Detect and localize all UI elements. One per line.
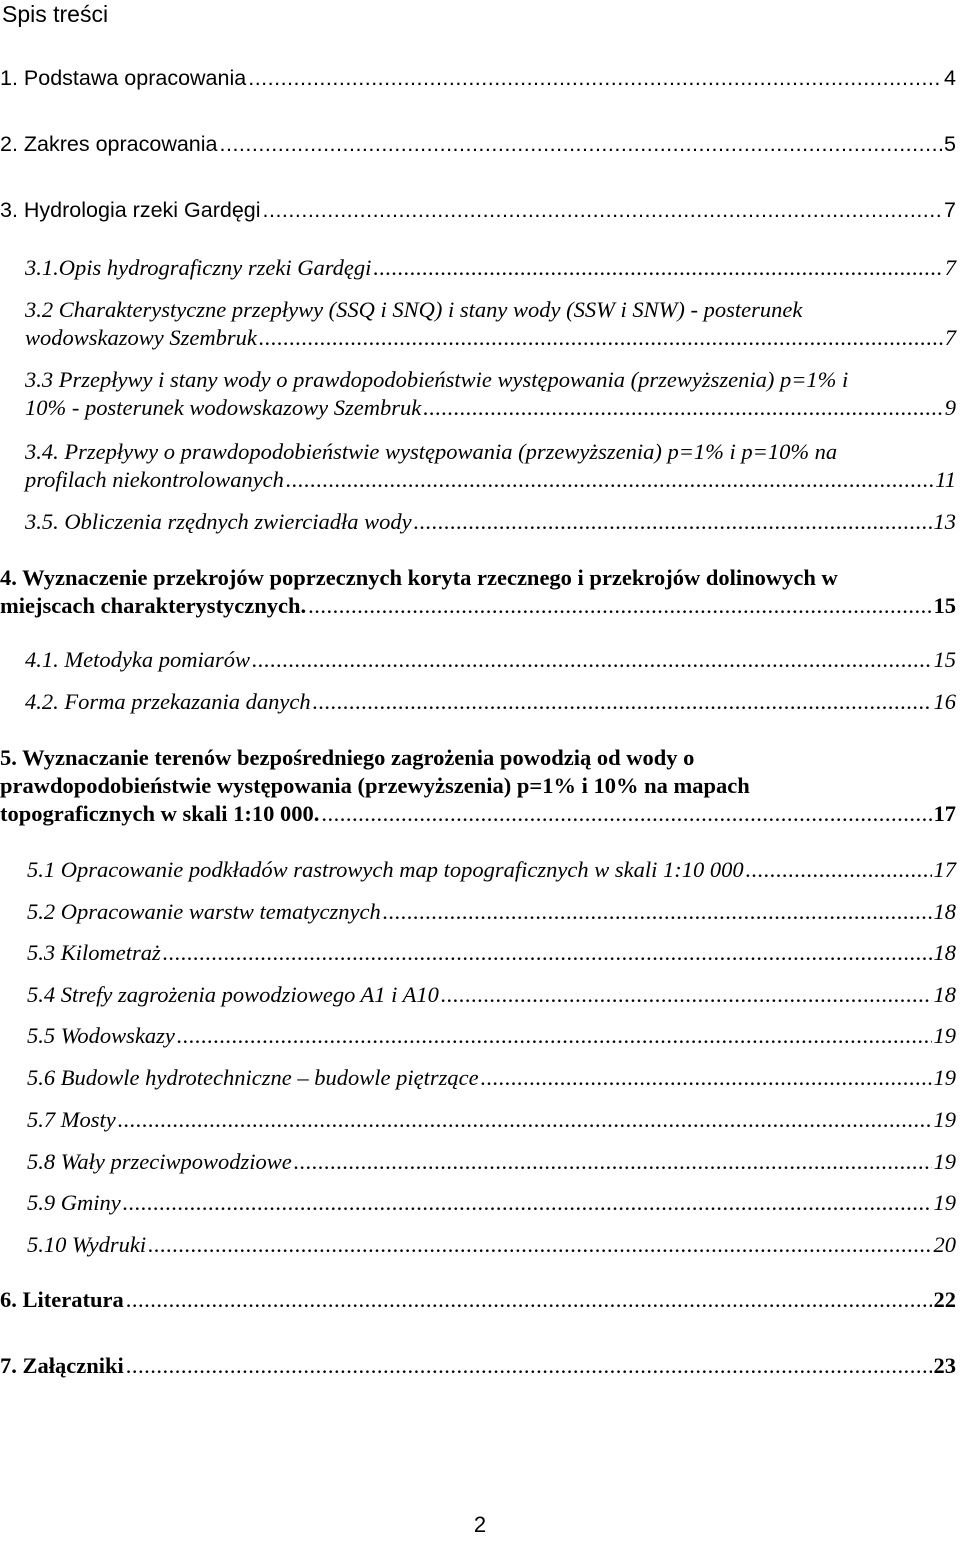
- toc-leader-dots: [177, 1022, 932, 1050]
- toc-entry-text: 5.7 Mosty: [27, 1107, 116, 1132]
- toc-leader-dots: [746, 856, 932, 884]
- toc-entry-3-3[interactable]: [25, 366, 956, 422]
- toc-leader-dots: [308, 592, 931, 620]
- toc-entry-text-line: 3.4. Przepływy o prawdopodobieństwie występowania (przewyższenia) p=1% i p=10% na: [25, 439, 838, 464]
- toc-leader-dots: [373, 254, 942, 282]
- toc-entry-text: miejscach charakterystycznych.: [0, 593, 307, 618]
- toc-leader-dots: [148, 1231, 931, 1259]
- toc-entry-5-6[interactable]: [27, 1064, 956, 1092]
- toc-page-number: 20: [933, 1232, 956, 1257]
- toc-page-number: 13: [933, 509, 956, 534]
- toc-entry-text: 5.5 Wodowskazy: [27, 1023, 175, 1048]
- toc-entry-text: 2. Zakres opracowania: [0, 132, 218, 156]
- toc-page-number: 19: [933, 1107, 956, 1132]
- toc-entry-text: 5.9 Gminy: [27, 1190, 121, 1215]
- toc-entry-4[interactable]: [0, 564, 956, 620]
- toc-leader-dots: [248, 64, 942, 92]
- toc-entry-text: wodowskazowy Szembruk: [25, 325, 257, 350]
- toc-leader-dots: [263, 196, 943, 224]
- toc-leader-dots: [383, 898, 932, 926]
- toc-entry-text-line: prawdopodobieństwie występowania (przewyższenia) p=1% i 10% na mapach: [0, 773, 750, 798]
- toc-page-number: 16: [933, 689, 956, 714]
- toc-leader-dots: [259, 324, 943, 352]
- toc-leader-dots: [321, 800, 931, 828]
- toc-entry-text: 5.6 Budowle hydrotechniczne – budowle piętrzące: [27, 1065, 479, 1090]
- toc-leader-dots: [294, 1148, 932, 1176]
- toc-entry-text-line: 4. Wyznaczenie przekrojów poprzecznych koryta rzecznego i przekrojów dolinowych w: [0, 565, 838, 590]
- toc-leader-dots: [163, 939, 932, 967]
- toc-leader-dots: [252, 646, 932, 674]
- toc-entry-5-5[interactable]: [27, 1022, 956, 1050]
- toc-title: Spis treści: [2, 1, 109, 27]
- toc-entry-3-2[interactable]: [25, 296, 956, 352]
- toc-entry-4-1[interactable]: [25, 646, 956, 674]
- toc-page-number: 18: [933, 899, 956, 924]
- toc-entry-text: 5.4 Strefy zagrożenia powodziowego A1 i A10: [27, 982, 439, 1007]
- toc-leader-dots: [481, 1064, 932, 1092]
- toc-entry-text: 1. Podstawa opracowania: [0, 66, 247, 90]
- toc-page-number: 17: [933, 801, 956, 826]
- toc-entry-6[interactable]: [0, 1286, 956, 1314]
- toc-entry-3-5[interactable]: [25, 508, 956, 536]
- toc-leader-dots: [220, 130, 943, 158]
- toc-entry-text: 5.1 Opracowanie podkładów rastrowych map topograficznych w skali 1:10 000: [27, 857, 744, 882]
- toc-entry-5-1[interactable]: [27, 856, 956, 884]
- toc-page-number: 23: [933, 1353, 956, 1378]
- toc-leader-dots: [423, 394, 943, 422]
- toc-entry-text: 5.8 Wały przeciwpowodziowe: [27, 1149, 292, 1174]
- toc-entry-3[interactable]: [0, 196, 956, 224]
- toc-page-number: 15: [933, 593, 956, 618]
- toc-entry-text: 5.3 Kilometraż: [27, 940, 161, 965]
- toc-page-number: 19: [933, 1023, 956, 1048]
- toc-page-number: 18: [933, 940, 956, 965]
- toc-leader-dots: [126, 1286, 932, 1314]
- toc-page-number: 5: [944, 132, 956, 156]
- toc-page-number: 22: [933, 1287, 956, 1312]
- toc-page-number: 15: [933, 647, 956, 672]
- toc-entry-2[interactable]: [0, 130, 956, 158]
- toc-page-number: 11: [935, 467, 956, 492]
- toc-entry-text-line: 3.3 Przepływy i stany wody o prawdopodobieństwie występowania (przewyższenia) p=1% i: [25, 367, 849, 392]
- toc-entry-text-line: 3.2 Charakterystyczne przepływy (SSQ i SNQ) i stany wody (SSW i SNW) - posterunek: [25, 297, 803, 322]
- toc-leader-dots: [123, 1189, 932, 1217]
- toc-page-number: 4: [944, 66, 956, 90]
- toc-leader-dots: [313, 688, 932, 716]
- toc-entry-5-7[interactable]: [27, 1106, 956, 1134]
- toc-entry-text: 6. Literatura: [0, 1287, 124, 1312]
- toc-entry-text: 4.2. Forma przekazania danych: [25, 689, 311, 714]
- toc-entry-5-8[interactable]: [27, 1148, 956, 1176]
- toc-entry-text-line: 5. Wyznaczanie terenów bezpośredniego zagrożenia powodzią od wody o: [0, 745, 695, 770]
- toc-entry-3-1[interactable]: [25, 254, 956, 282]
- toc-entry-4-2[interactable]: [25, 688, 956, 716]
- toc-page-number: 9: [944, 395, 956, 420]
- toc-entry-text: 4.1. Metodyka pomiarów: [25, 647, 250, 672]
- toc-entry-text: 3. Hydrologia rzeki Gardęgi: [0, 198, 261, 222]
- toc-entry-5-4[interactable]: [27, 981, 956, 1009]
- toc-entry-text: topograficznych w skali 1:10 000.: [0, 801, 320, 826]
- toc-entry-text: 7. Załączniki: [0, 1353, 124, 1378]
- page-number: 2: [473, 1512, 487, 1537]
- toc-entry-5[interactable]: [0, 744, 956, 828]
- toc-page-number: 17: [933, 857, 956, 882]
- toc-entry-3-4[interactable]: [25, 438, 956, 494]
- toc-leader-dots: [286, 466, 933, 494]
- toc-entry-7[interactable]: [0, 1352, 956, 1380]
- toc-entry-5-2[interactable]: [27, 898, 956, 926]
- toc-page-number: 7: [944, 198, 956, 222]
- toc-leader-dots: [126, 1352, 932, 1380]
- toc-page-number: 7: [944, 325, 956, 350]
- toc-page-number: 19: [933, 1149, 956, 1174]
- toc-leader-dots: [441, 981, 932, 1009]
- toc-entry-5-3[interactable]: [27, 939, 956, 967]
- toc-entry-text: 5.10 Wydruki: [27, 1232, 147, 1257]
- toc-leader-dots: [414, 508, 932, 536]
- toc-page-number: 18: [933, 982, 956, 1007]
- toc-entry-text: 3.1.Opis hydrograficzny rzeki Gardęgi: [25, 255, 372, 280]
- toc-page-number: 7: [944, 255, 956, 280]
- toc-leader-dots: [118, 1106, 932, 1134]
- toc-page-number: 19: [933, 1190, 956, 1215]
- toc-entry-text: 10% - posterunek wodowskazowy Szembruk: [25, 395, 422, 420]
- toc-entry-5-10[interactable]: [27, 1231, 956, 1259]
- toc-entry-text: 5.2 Opracowanie warstw tematycznych: [27, 899, 381, 924]
- toc-entry-text: profilach niekontrolowanych: [25, 467, 284, 492]
- toc-entry-text: 3.5. Obliczenia rzędnych zwierciadła wody: [25, 509, 412, 534]
- toc-entry-5-9[interactable]: [27, 1189, 956, 1217]
- toc-page-number: 19: [933, 1065, 956, 1090]
- toc-entry-1[interactable]: [0, 64, 956, 92]
